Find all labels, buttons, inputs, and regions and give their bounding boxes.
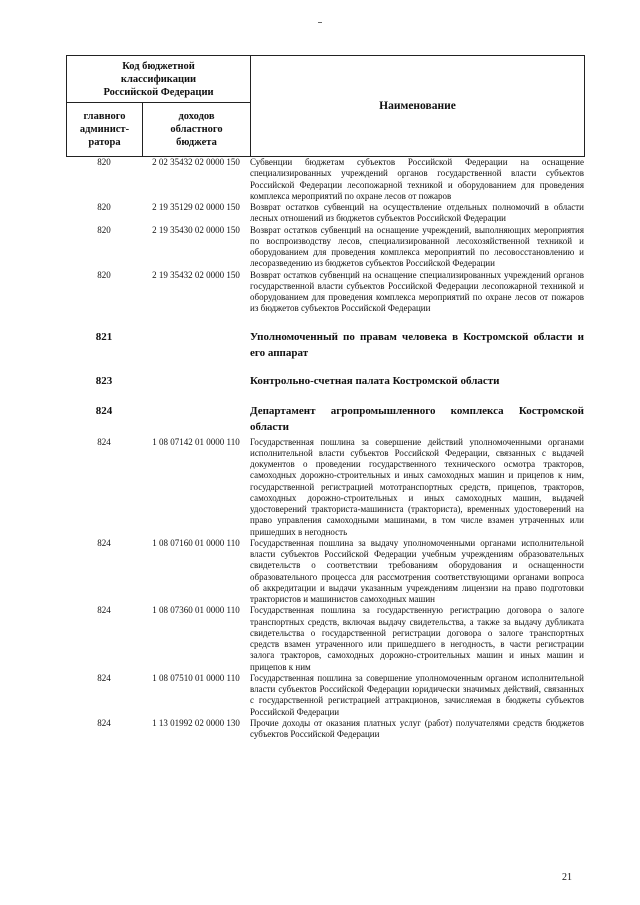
table-row xyxy=(66,270,584,315)
income-code: 1 08 07360 01 0000 110 xyxy=(152,605,240,616)
income-code: 2 19 35129 02 0000 150 xyxy=(152,202,240,212)
page-number: 21 xyxy=(562,872,572,883)
income-header-line-3: бюджета xyxy=(176,137,217,148)
income-code: 2 19 35432 02 0000 150 xyxy=(152,269,240,280)
table-header xyxy=(66,55,585,157)
admin-code: 824 xyxy=(97,605,111,616)
table-row xyxy=(66,538,584,606)
income-header-line-2: областного xyxy=(170,124,223,135)
income-code: 1 13 01992 02 0000 130 xyxy=(152,717,240,728)
admin-header-line-3: ратора xyxy=(88,137,121,148)
admin-code: 824 xyxy=(97,537,111,548)
section-row xyxy=(66,329,584,361)
admin-code: 824 xyxy=(95,404,113,417)
income-name: Возврат остатков субвенций на оснащение учреждений, выполняющих мероприятия по воспроизводству лесов, специализированной лесохозяйственной техникой и оборудованием для проведения комплекса мероприятий по лесовосстановлению и лесоразведению из бюджетов субъектов Российской Федерации xyxy=(250,224,584,269)
table-row xyxy=(66,718,584,741)
table-row xyxy=(66,437,584,538)
income-name: Прочие доходы от оказания платных услуг (работ) получателями средств бюджетов субъектов Российской Федерации xyxy=(250,717,584,739)
income-code: 1 08 07142 01 0000 110 xyxy=(152,436,240,447)
income-name: Государственная пошлина за совершение действий уполномоченными органами исполнительной власти субъектов Российской Федерации, связанных с выдачей документов о проведении государственного технического осмотра тракторов, самоходных дорожно-строительных и иных самоходных машин и прицепов к ним, государственной регистрацией мототранспортных средств, прицепов, тракторов, самоходных дорожно-строительных и иных самоходных машин, выдачей удостоверений тракториста-машиниста (тракториста), временных удостоверений на право управления самоходными машинами, в том числе взамен утраченных или пришедших в негодность xyxy=(250,436,584,537)
admin-code: 821 xyxy=(95,330,113,343)
income-name: Государственная пошлина за государственную регистрацию договора о залоге транспортных средств, включая выдачу свидетельства, а также за выдачу дубликата свидетельства о государственной регистрации договора о залоге транспортных средств взамен утраченного или пришедшего в негодность, в части регистрации залога тракторов, самоходных дорожно-строительных машин и иных машин и прицепов к ним xyxy=(250,605,584,672)
income-name: Субвенции бюджетам субъектов Российской Федерации на оснащение специализированных учреждений органов государственной власти субъектов Российской Федерации лесопожарной техникой и оборудованием для проведения комплекса мероприятий по охране лесов от пожаров xyxy=(250,157,584,201)
table-row xyxy=(66,202,584,225)
income-column-header xyxy=(143,103,251,157)
income-code: 2 02 35432 02 0000 150 xyxy=(152,157,240,167)
income-name: Возврат остатков субвенций на оснащение специализированных учреждений органов государственной власти субъектов Российской Федерации лесопожарной техникой и оборудованием для проведения комплекса мероприятий по охране лесов от пожаров из бюджетов субъектов Российской Федерации xyxy=(250,269,584,314)
income-header-line-1: доходов xyxy=(178,111,215,122)
table-row xyxy=(66,225,584,270)
admin-code: 824 xyxy=(97,436,111,447)
income-name: Государственная пошлина за совершение уполномоченным органом исполнительной власти субъектов Российской Федерации юридически значимых действий, связанных с государственной регистрацией аттракционов, зачисляемая в бюджеты субъектов Российской Федерации xyxy=(250,672,584,717)
admin-code: 820 xyxy=(97,157,111,167)
page-top-mark xyxy=(318,22,322,23)
admin-header-line-1: главного xyxy=(83,111,126,122)
code-group-line-1: Код бюджетной xyxy=(122,60,195,72)
section-row xyxy=(66,403,584,435)
admin-code: 820 xyxy=(97,224,111,235)
code-group-line-2: классификации xyxy=(120,73,197,85)
income-name: Возврат остатков субвенций на осуществление отдельных полномочий в области лесных отношений из бюджетов субъектов Российской Федерации xyxy=(250,202,584,224)
admin-code: 823 xyxy=(95,374,113,387)
section-title: Уполномоченный по правам человека в Костромской области и его аппарат xyxy=(250,330,584,359)
section-row xyxy=(66,373,584,389)
section-title: Департамент агропромышленного комплекса Костромской области xyxy=(250,404,584,433)
table-row xyxy=(66,605,584,673)
code-group-header xyxy=(67,56,251,103)
admin-column-header xyxy=(67,103,143,157)
admin-code: 824 xyxy=(97,717,111,728)
table-row xyxy=(66,157,584,202)
admin-header-line-2: админист- xyxy=(79,124,130,135)
income-code: 2 19 35430 02 0000 150 xyxy=(152,224,240,235)
code-group-line-3: Российской Федерации xyxy=(103,86,214,98)
income-code: 1 08 07160 01 0000 110 xyxy=(152,537,240,548)
table-body xyxy=(66,157,584,740)
income-name: Государственная пошлина за выдачу уполномоченными органами исполнительной власти субъектов Российской Федерации учебным учреждениям образовательных свидетельств о соответствии требованиям оборудования и оснащенности образовательного процесса для рассмотрения соответствующими органами вопроса об аккредитации и выдачи указанным учреждениям лицензии на право подготовки трактористов и машинистов самоходных машин xyxy=(250,537,584,604)
name-column-header: Наименование xyxy=(251,56,585,157)
admin-code: 820 xyxy=(97,202,111,212)
admin-code: 820 xyxy=(97,269,111,280)
table-row xyxy=(66,673,584,718)
income-code: 1 08 07510 01 0000 110 xyxy=(152,672,240,683)
section-title: Контрольно-счетная палата Костромской области xyxy=(250,374,500,387)
admin-code: 824 xyxy=(97,672,111,683)
